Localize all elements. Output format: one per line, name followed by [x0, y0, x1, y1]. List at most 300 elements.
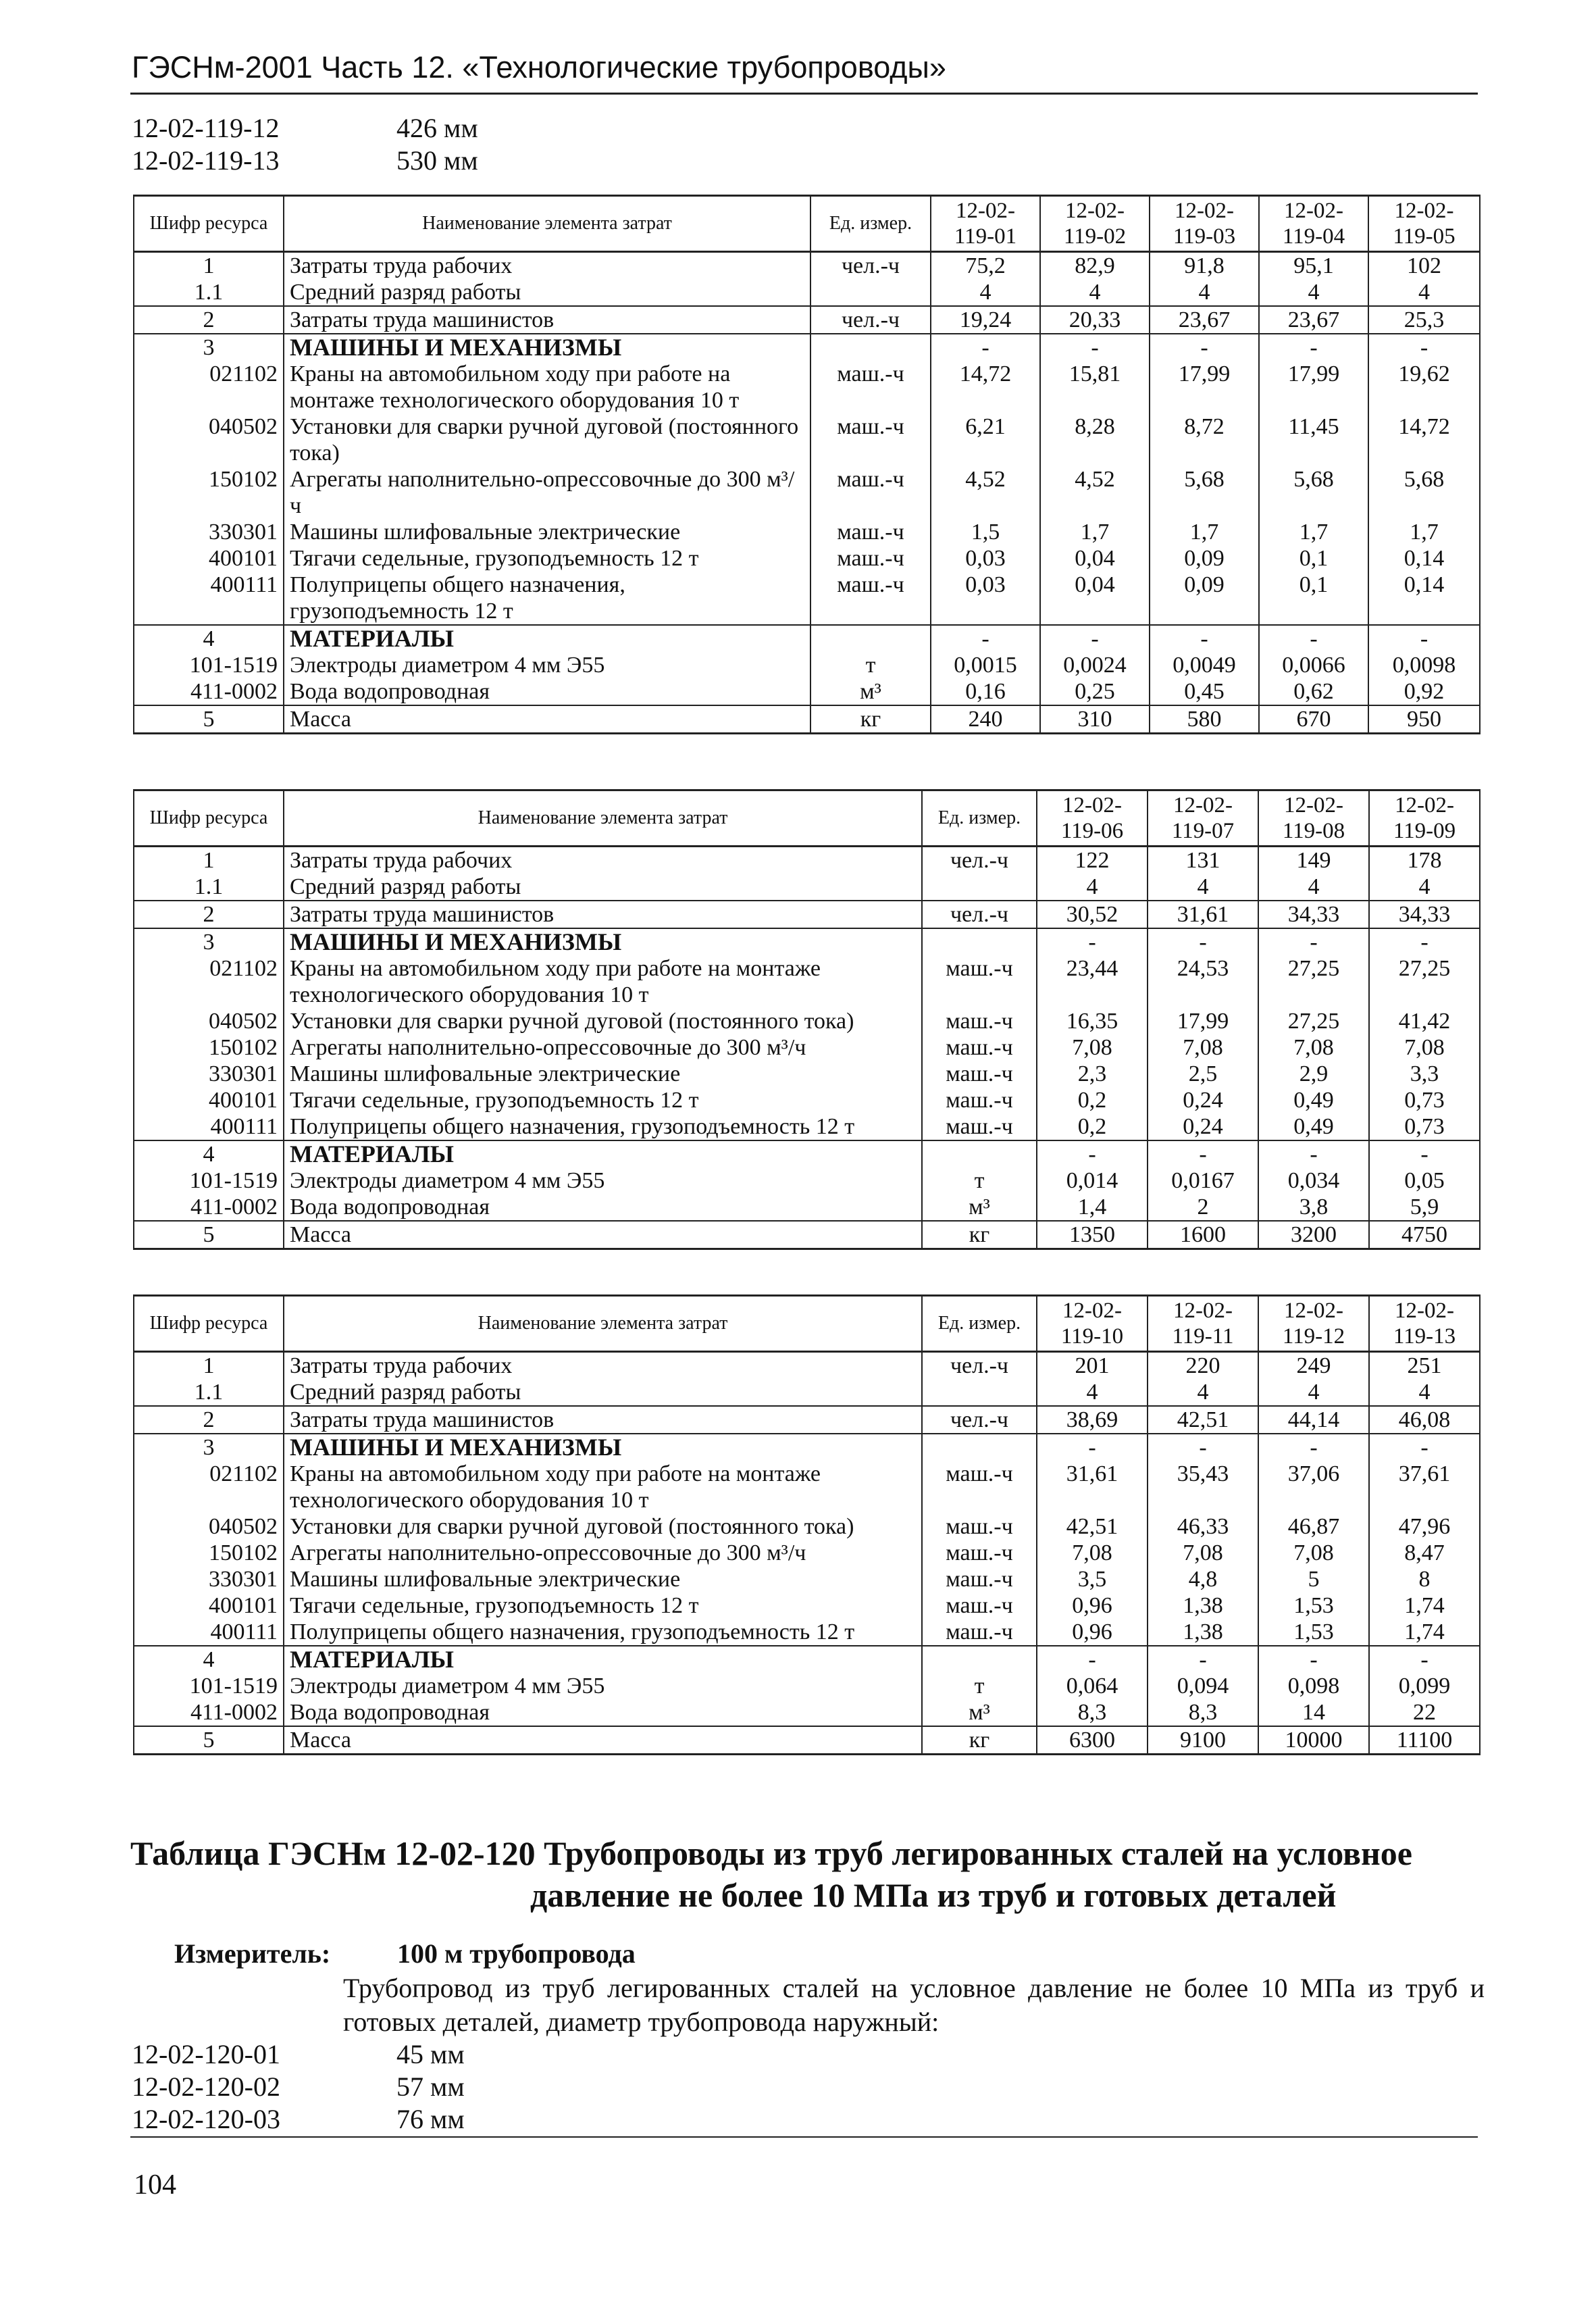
value-cell: 0,49 — [1258, 1113, 1369, 1140]
item-size: 76 мм — [396, 2104, 465, 2134]
table-row — [134, 1221, 1480, 1249]
item-size: 426 мм — [396, 113, 478, 143]
value-cell: 0,064 — [1037, 1673, 1148, 1699]
table-row — [134, 413, 1480, 466]
resource-code: 021102 — [134, 1461, 284, 1513]
value-cell: 1,53 — [1258, 1619, 1369, 1646]
value-cell: 8,3 — [1037, 1699, 1148, 1726]
value-cell: 16,35 — [1037, 1008, 1148, 1034]
table-row — [134, 1726, 1480, 1755]
value-cell: 22 — [1369, 1699, 1480, 1726]
measurer — [174, 1938, 636, 1969]
value-cell: 8,47 — [1369, 1540, 1480, 1566]
value-cell: 31,61 — [1148, 901, 1258, 928]
element-name: Затраты труда рабочих — [284, 252, 810, 280]
unit — [922, 1379, 1037, 1406]
unit — [810, 625, 931, 652]
value-cell: 4,8 — [1148, 1566, 1258, 1592]
table-row — [134, 1379, 1480, 1406]
resource-code: 2 — [134, 1406, 284, 1434]
resource-code: 1.1 — [134, 1379, 284, 1406]
unit — [810, 279, 931, 306]
header-element-name: Наименование элемента затрат — [284, 196, 810, 252]
value-cell: - — [931, 334, 1040, 361]
header-element-name: Наименование элемента затрат — [284, 790, 922, 847]
value-cell: 950 — [1368, 705, 1480, 734]
value-cell: 0,094 — [1148, 1673, 1258, 1699]
header-resource-code: Шифр ресурса — [134, 196, 284, 252]
value-cell: 0,0024 — [1040, 652, 1150, 678]
value-cell: - — [1150, 625, 1259, 652]
resource-code: 4 — [134, 625, 284, 652]
value-cell: - — [1258, 1140, 1369, 1167]
list-item — [132, 145, 478, 177]
header-norm-code: 12-02-119-02 — [1040, 196, 1150, 252]
value-cell: 0,0049 — [1150, 652, 1259, 678]
value-cell: 82,9 — [1040, 252, 1150, 280]
value-cell: 0,62 — [1259, 678, 1368, 705]
table-row — [134, 519, 1480, 545]
unit: маш.-ч — [922, 1461, 1037, 1513]
resource-code: 3 — [134, 334, 284, 361]
value-cell: - — [1258, 1646, 1369, 1673]
element-name: Агрегаты наполнительно-опрессовочные до 300 м³/ч — [284, 466, 810, 519]
table-heading — [130, 1832, 1474, 1916]
value-cell: 5,68 — [1368, 466, 1480, 519]
value-cell: 19,62 — [1368, 361, 1480, 413]
value-cell: 670 — [1259, 705, 1368, 734]
list-item — [132, 112, 478, 145]
value-cell: 31,61 — [1037, 1461, 1148, 1513]
resource-code: 2 — [134, 306, 284, 334]
value-cell: 5,68 — [1150, 466, 1259, 519]
header-norm-code: 12-02-119-07 — [1148, 790, 1258, 847]
value-cell: - — [1369, 1140, 1480, 1167]
value-cell: 42,51 — [1148, 1406, 1258, 1434]
value-cell: 220 — [1148, 1352, 1258, 1380]
resource-code: 400101 — [134, 1592, 284, 1619]
element-name: Средний разряд работы — [284, 874, 922, 901]
resource-code: 3 — [134, 1434, 284, 1461]
header-norm-code: 12-02-119-08 — [1258, 790, 1369, 847]
unit: чел.-ч — [922, 1406, 1037, 1434]
resource-code: 330301 — [134, 519, 284, 545]
value-cell: 0,03 — [931, 545, 1040, 572]
preceding-items-list — [132, 112, 478, 177]
value-cell: - — [1037, 928, 1148, 955]
value-cell: 3200 — [1258, 1221, 1369, 1249]
resource-code: 1.1 — [134, 874, 284, 901]
table-row — [134, 1140, 1480, 1167]
unit: маш.-ч — [922, 955, 1037, 1008]
value-cell: 7,08 — [1369, 1034, 1480, 1061]
value-cell: 0,0015 — [931, 652, 1040, 678]
value-cell: - — [1037, 1646, 1148, 1673]
element-name: МАТЕРИАЛЫ — [284, 1140, 922, 1167]
value-cell: 0,09 — [1150, 545, 1259, 572]
value-cell: 3,5 — [1037, 1566, 1148, 1592]
measurer-value: 100 м трубопровода — [397, 1938, 636, 1969]
value-cell: 0,04 — [1040, 545, 1150, 572]
value-cell: 17,99 — [1259, 361, 1368, 413]
value-cell: 0,96 — [1037, 1592, 1148, 1619]
unit: маш.-ч — [810, 545, 931, 572]
unit: маш.-ч — [810, 572, 931, 625]
value-cell: 0,14 — [1368, 545, 1480, 572]
value-cell: 3,3 — [1369, 1061, 1480, 1087]
value-cell: 41,42 — [1369, 1008, 1480, 1034]
value-cell: 1,38 — [1148, 1592, 1258, 1619]
value-cell: 7,08 — [1037, 1540, 1148, 1566]
value-cell: 131 — [1148, 847, 1258, 874]
header-norm-code: 12-02-119-09 — [1369, 790, 1480, 847]
value-cell: - — [1369, 1646, 1480, 1673]
value-cell: 251 — [1369, 1352, 1480, 1380]
value-cell: 0,034 — [1258, 1167, 1369, 1194]
resource-code: 411-0002 — [134, 678, 284, 705]
value-cell: 0,1 — [1259, 572, 1368, 625]
value-cell: 149 — [1258, 847, 1369, 874]
value-cell: 1,7 — [1150, 519, 1259, 545]
value-cell: 122 — [1037, 847, 1148, 874]
table-row — [134, 1434, 1480, 1461]
value-cell: - — [1148, 1434, 1258, 1461]
value-cell: 1600 — [1148, 1221, 1258, 1249]
value-cell: - — [1258, 928, 1369, 955]
element-name: Агрегаты наполнительно-опрессовочные до 300 м³/ч — [284, 1034, 922, 1061]
value-cell: 1,5 — [931, 519, 1040, 545]
item-code: 12-02-120-01 — [132, 2039, 280, 2069]
unit: маш.-ч — [922, 1513, 1037, 1540]
value-cell: 11100 — [1369, 1726, 1480, 1755]
element-name: Машины шлифовальные электрические — [284, 519, 810, 545]
resource-code: 150102 — [134, 1540, 284, 1566]
element-name: МАТЕРИАЛЫ — [284, 1646, 922, 1673]
header-resource-code: Шифр ресурса — [134, 1296, 284, 1352]
value-cell: 0,96 — [1037, 1619, 1148, 1646]
element-name: Вода водопроводная — [284, 1194, 922, 1221]
value-cell: 4,52 — [1040, 466, 1150, 519]
value-cell: 4 — [931, 279, 1040, 306]
element-name: Масса — [284, 1726, 922, 1755]
value-cell: 19,24 — [931, 306, 1040, 334]
resource-code: 1 — [134, 1352, 284, 1380]
list-item — [132, 2071, 465, 2103]
value-cell: 35,43 — [1148, 1461, 1258, 1513]
element-name: Электроды диаметром 4 мм Э55 — [284, 1167, 922, 1194]
value-cell: 14,72 — [931, 361, 1040, 413]
unit — [922, 1646, 1037, 1673]
value-cell: 44,14 — [1258, 1406, 1369, 1434]
list-item — [132, 2103, 465, 2136]
unit: маш.-ч — [922, 1566, 1037, 1592]
resource-code: 1.1 — [134, 279, 284, 306]
value-cell: - — [931, 625, 1040, 652]
unit: маш.-ч — [922, 1087, 1037, 1113]
value-cell: 24,53 — [1148, 955, 1258, 1008]
table-header-row — [134, 790, 1480, 847]
resource-code: 150102 — [134, 1034, 284, 1061]
table-row — [134, 1113, 1480, 1140]
value-cell: 11,45 — [1259, 413, 1368, 466]
value-cell: 46,33 — [1148, 1513, 1258, 1540]
value-cell: - — [1369, 928, 1480, 955]
table-row — [134, 874, 1480, 901]
value-cell: 14,72 — [1368, 413, 1480, 466]
resource-code: 5 — [134, 705, 284, 734]
value-cell: 0,1 — [1259, 545, 1368, 572]
table-header-row — [134, 196, 1480, 252]
resource-code: 4 — [134, 1140, 284, 1167]
unit: маш.-ч — [922, 1008, 1037, 1034]
unit: чел.-ч — [922, 1352, 1037, 1380]
resource-code: 411-0002 — [134, 1699, 284, 1726]
value-cell: 6300 — [1037, 1726, 1148, 1755]
value-cell: 310 — [1040, 705, 1150, 734]
unit: кг — [810, 705, 931, 734]
resource-table-2 — [133, 789, 1481, 1250]
value-cell: 580 — [1150, 705, 1259, 734]
value-cell: 14 — [1258, 1699, 1369, 1726]
resource-code: 101-1519 — [134, 652, 284, 678]
value-cell: 249 — [1258, 1352, 1369, 1380]
value-cell: - — [1148, 1140, 1258, 1167]
value-cell: 0,0066 — [1259, 652, 1368, 678]
element-name: Средний разряд работы — [284, 279, 810, 306]
table-row — [134, 955, 1480, 1008]
unit: чел.-ч — [922, 901, 1037, 928]
footer-divider — [130, 2136, 1478, 2138]
table-row — [134, 705, 1480, 734]
table-row — [134, 1008, 1480, 1034]
item-size: 45 мм — [396, 2039, 465, 2069]
unit: маш.-ч — [922, 1540, 1037, 1566]
unit: м³ — [810, 678, 931, 705]
table-row — [134, 306, 1480, 334]
table-row — [134, 928, 1480, 955]
value-cell: - — [1150, 334, 1259, 361]
element-name: Масса — [284, 1221, 922, 1249]
unit: кг — [922, 1221, 1037, 1249]
value-cell: 0,73 — [1369, 1113, 1480, 1140]
resource-code: 330301 — [134, 1566, 284, 1592]
table-row — [134, 1619, 1480, 1646]
resource-code: 1 — [134, 847, 284, 874]
element-name: Электроды диаметром 4 мм Э55 — [284, 1673, 922, 1699]
table-heading-line-2: давление не более 10 МПа из труб и готовых деталей — [530, 1876, 1337, 1914]
value-cell: 1350 — [1037, 1221, 1148, 1249]
value-cell: 8,28 — [1040, 413, 1150, 466]
header-unit: Ед. измер. — [922, 790, 1037, 847]
value-cell: 0,04 — [1040, 572, 1150, 625]
table-row — [134, 678, 1480, 705]
element-name: Краны на автомобильном ходу при работе на монтаже технологического оборудования 10 т — [284, 955, 922, 1008]
table-row — [134, 1034, 1480, 1061]
resource-code: 3 — [134, 928, 284, 955]
table-row — [134, 1087, 1480, 1113]
element-name: Затраты труда машинистов — [284, 901, 922, 928]
value-cell: 0,2 — [1037, 1087, 1148, 1113]
value-cell: - — [1368, 625, 1480, 652]
table-row — [134, 1592, 1480, 1619]
value-cell: 2,3 — [1037, 1061, 1148, 1087]
value-cell: 37,06 — [1258, 1461, 1369, 1513]
unit: маш.-ч — [810, 413, 931, 466]
value-cell: 4 — [1037, 874, 1148, 901]
resource-code: 400111 — [134, 1113, 284, 1140]
value-cell: 0,73 — [1369, 1087, 1480, 1113]
element-name: Установки для сварки ручной дуговой (постоянного тока) — [284, 1008, 922, 1034]
value-cell: 2 — [1148, 1194, 1258, 1221]
value-cell: 30,52 — [1037, 901, 1148, 928]
element-name: Полуприцепы общего назначения, грузоподъемность 12 т — [284, 1619, 922, 1646]
value-cell: 0,24 — [1148, 1113, 1258, 1140]
resource-code: 400111 — [134, 1619, 284, 1646]
value-cell: 7,08 — [1148, 1034, 1258, 1061]
element-name: Машины шлифовальные электрические — [284, 1061, 922, 1087]
value-cell: 1,74 — [1369, 1619, 1480, 1646]
value-cell: 1,7 — [1040, 519, 1150, 545]
resource-code: 150102 — [134, 466, 284, 519]
value-cell: 4 — [1037, 1379, 1148, 1406]
unit — [922, 874, 1037, 901]
value-cell: 8 — [1369, 1566, 1480, 1592]
value-cell: - — [1369, 1434, 1480, 1461]
value-cell: 240 — [931, 705, 1040, 734]
table-row — [134, 572, 1480, 625]
unit: маш.-ч — [922, 1034, 1037, 1061]
unit — [922, 1140, 1037, 1167]
resource-code: 021102 — [134, 361, 284, 413]
unit: т — [922, 1673, 1037, 1699]
value-cell: 95,1 — [1259, 252, 1368, 280]
value-cell: - — [1259, 625, 1368, 652]
value-cell: 7,08 — [1148, 1540, 1258, 1566]
table-row — [134, 1061, 1480, 1087]
value-cell: - — [1259, 334, 1368, 361]
value-cell: 7,08 — [1037, 1034, 1148, 1061]
value-cell: 8,72 — [1150, 413, 1259, 466]
element-name: Тягачи седельные, грузоподъемность 12 т — [284, 545, 810, 572]
description-text: Трубопровод из труб легированных сталей на условное давление не более 10 МПа из труб и готовых деталей, диаметр трубопровода наружный: — [343, 1973, 1485, 2037]
value-cell: 4 — [1369, 874, 1480, 901]
value-cell: 1,4 — [1037, 1194, 1148, 1221]
value-cell: 34,33 — [1258, 901, 1369, 928]
item-code: 12-02-120-03 — [132, 2104, 280, 2134]
value-cell: 178 — [1369, 847, 1480, 874]
table-row — [134, 1540, 1480, 1566]
item-size: 530 мм — [396, 145, 478, 176]
value-cell: 37,61 — [1369, 1461, 1480, 1513]
value-cell: 4 — [1369, 1379, 1480, 1406]
header-norm-code: 12-02-119-11 — [1148, 1296, 1258, 1352]
header-unit: Ед. измер. — [810, 196, 931, 252]
value-cell: 1,74 — [1369, 1592, 1480, 1619]
table-row — [134, 1699, 1480, 1726]
value-cell: 4 — [1368, 279, 1480, 306]
header-unit: Ед. измер. — [922, 1296, 1037, 1352]
value-cell: 38,69 — [1037, 1406, 1148, 1434]
unit: маш.-ч — [810, 466, 931, 519]
table-row — [134, 279, 1480, 306]
element-name: МАШИНЫ И МЕХАНИЗМЫ — [284, 928, 922, 955]
resource-code: 5 — [134, 1221, 284, 1249]
element-name: МАШИНЫ И МЕХАНИЗМЫ — [284, 1434, 922, 1461]
resource-code: 2 — [134, 901, 284, 928]
resource-table-3 — [133, 1294, 1481, 1755]
unit: м³ — [922, 1699, 1037, 1726]
value-cell: 0,24 — [1148, 1087, 1258, 1113]
unit: т — [922, 1167, 1037, 1194]
value-cell: 27,25 — [1258, 1008, 1369, 1034]
item-size: 57 мм — [396, 2071, 465, 2102]
value-cell: 25,3 — [1368, 306, 1480, 334]
header-resource-code: Шифр ресурса — [134, 790, 284, 847]
value-cell: 75,2 — [931, 252, 1040, 280]
value-cell: - — [1258, 1434, 1369, 1461]
table-row — [134, 1673, 1480, 1699]
element-name: МАТЕРИАЛЫ — [284, 625, 810, 652]
table-row — [134, 1461, 1480, 1513]
value-cell: - — [1148, 928, 1258, 955]
value-cell: 4 — [1150, 279, 1259, 306]
element-name: Машины шлифовальные электрические — [284, 1566, 922, 1592]
value-cell: - — [1148, 1646, 1258, 1673]
measurer-label: Измеритель: — [174, 1938, 331, 1969]
value-cell: 46,08 — [1369, 1406, 1480, 1434]
element-name: Затраты труда рабочих — [284, 1352, 922, 1380]
value-cell: 0,49 — [1258, 1087, 1369, 1113]
value-cell: 15,81 — [1040, 361, 1150, 413]
table-row — [134, 1194, 1480, 1221]
element-name: Вода водопроводная — [284, 1699, 922, 1726]
table-row — [134, 252, 1480, 280]
header-norm-code: 12-02-119-06 — [1037, 790, 1148, 847]
value-cell: 10000 — [1258, 1726, 1369, 1755]
resource-code: 400101 — [134, 545, 284, 572]
value-cell: 20,33 — [1040, 306, 1150, 334]
item-code: 12-02-120-02 — [132, 2071, 280, 2102]
table-row — [134, 1352, 1480, 1380]
header-element-name: Наименование элемента затрат — [284, 1296, 922, 1352]
table-row — [134, 1566, 1480, 1592]
table-row — [134, 1406, 1480, 1434]
header-norm-code: 12-02-119-05 — [1368, 196, 1480, 252]
header-norm-code: 12-02-119-12 — [1258, 1296, 1369, 1352]
value-cell: 4750 — [1369, 1221, 1480, 1249]
resource-code: 040502 — [134, 1008, 284, 1034]
value-cell: 42,51 — [1037, 1513, 1148, 1540]
value-cell: 5,9 — [1369, 1194, 1480, 1221]
resource-code: 101-1519 — [134, 1673, 284, 1699]
table-row — [134, 1513, 1480, 1540]
unit: чел.-ч — [810, 252, 931, 280]
item-code: 12-02-119-12 — [132, 113, 280, 143]
unit: маш.-ч — [922, 1619, 1037, 1646]
value-cell: 4 — [1148, 1379, 1258, 1406]
value-cell: 4,52 — [931, 466, 1040, 519]
value-cell: 6,21 — [931, 413, 1040, 466]
resource-code: 5 — [134, 1726, 284, 1755]
value-cell: 7,08 — [1258, 1540, 1369, 1566]
value-cell: - — [1037, 1140, 1148, 1167]
unit: кг — [922, 1726, 1037, 1755]
element-name: Средний разряд работы — [284, 1379, 922, 1406]
value-cell: 17,99 — [1150, 361, 1259, 413]
element-name: Полуприцепы общего назначения, грузоподъемность 12 т — [284, 1113, 922, 1140]
unit — [810, 334, 931, 361]
resource-code: 4 — [134, 1646, 284, 1673]
